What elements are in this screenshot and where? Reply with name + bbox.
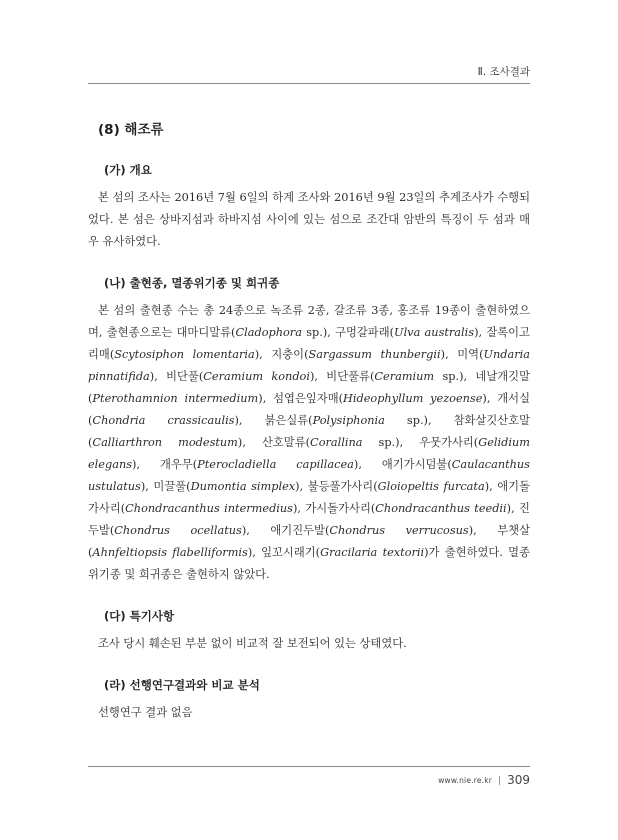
paragraph-text: ), 잘록이고리매(	[88, 326, 530, 361]
species-paragraph	[88, 300, 530, 586]
paragraph-text: ), 섬엽은잎자매(	[258, 392, 344, 405]
scientific-name: Gelidium elegans	[88, 436, 530, 471]
page-body	[88, 118, 530, 746]
scientific-name: Calliarthron modestum	[92, 436, 238, 449]
scientific-name: Gracilaria textorii	[320, 546, 425, 559]
footer-divider	[88, 766, 530, 767]
subsection-title-comparison: (라) 선행연구결과와 비교 분석	[104, 678, 260, 692]
scientific-name: Ahnfeltiopsis flabelliformis	[92, 546, 248, 559]
scientific-name: Dumontia simplex	[190, 480, 296, 493]
footer-url: www.nie.re.kr	[438, 775, 493, 785]
paragraph-text: 본 섬의 출현종 수는 총 24종으로 녹조류 2종, 갈조류 3종, 홍조류 19종이 출현하였으며, 출현종으로는 대마디말류(	[88, 304, 530, 339]
paragraph-text: )가 출현하였다. 멸종위기종 및 희귀종은 출현하지 않았다.	[88, 546, 531, 581]
scientific-name: Chondria crassicaulis	[92, 414, 235, 427]
paragraph-text: ), 잎꼬시래기(	[247, 546, 321, 559]
paragraph-text: sp.), 우뭇가사리(	[362, 436, 479, 449]
scientific-name: Pterocladiella capillacea	[197, 458, 354, 471]
scientific-name: Undaria pinnatifida	[88, 348, 530, 383]
running-header: Ⅱ. 조사결과	[477, 66, 530, 78]
scientific-name: Chondracanthus teedii	[375, 502, 507, 515]
paragraph-text: ), 비단풀류(	[309, 370, 375, 383]
paragraph-text: ), 미끌풀(	[140, 480, 191, 493]
scientific-name: Polysiphonia	[312, 414, 385, 427]
scientific-name: Ulva australis	[394, 326, 475, 339]
scientific-name: Chondracanthus intermedius	[125, 502, 293, 515]
paragraph-text: sp.), 참화살깃산호말(	[88, 414, 530, 449]
scientific-name: Chondrus ocellatus	[114, 524, 242, 537]
scientific-name: Chondrus verrucosus	[329, 524, 469, 537]
paragraph-text: ), 진두발(	[88, 502, 530, 537]
section-title: (8) 해조류	[98, 122, 164, 138]
paragraph-text: ), 붉은실류(	[234, 414, 313, 427]
paragraph-text: ), 부챗살(	[88, 524, 530, 559]
scientific-name: Cladophora	[235, 326, 302, 339]
scientific-name: Gloiopeltis furcata	[377, 480, 485, 493]
scientific-name: Pterothamnion intermedium	[92, 392, 259, 405]
paragraph-text: sp.), 네날개깃말(	[88, 370, 530, 405]
page-number: 309	[507, 773, 530, 787]
subsection-title-remarks: (다) 특기사항	[104, 609, 175, 623]
scientific-name: Ceramium kondoi	[203, 370, 310, 383]
subsection-title-species: (나) 출현종, 멸종위기종 및 희귀종	[104, 276, 280, 290]
scientific-name: Ceramium	[374, 370, 435, 383]
comparison-paragraph: 선행연구 결과 없음	[98, 706, 193, 719]
paragraph-text: ), 애기돌가사리(	[88, 480, 530, 515]
paragraph-text: ), 비단풀(	[149, 370, 204, 383]
scientific-name: Hideophyllum yezoense	[343, 392, 483, 405]
scientific-name: Sargassum thunbergii	[308, 348, 441, 361]
page-footer	[438, 773, 530, 787]
paragraph-text: ), 미역(	[440, 348, 484, 361]
scientific-name: Scytosiphon lomentaria	[114, 348, 255, 361]
footer-separator	[499, 776, 500, 785]
paragraph-text: ), 개우무(	[132, 458, 198, 471]
paragraph-text: ), 애기진두발(	[241, 524, 330, 537]
paragraph-text: ), 가시돌가사리(	[292, 502, 376, 515]
paragraph-text: sp.), 구멍갈파래(	[301, 326, 395, 339]
paragraph-text: ), 지충이(	[254, 348, 309, 361]
overview-paragraph: 본 섬의 조사는 2016년 7월 6일의 하계 조사와 2016년 9월 23일의 추계조사가 수행되었다. 본 섬은 상바지섬과 하바지섬 사이에 있는 섬으로 조간대 암반의 특징이 두 섬과 매우 유사하였다.	[88, 191, 530, 248]
paragraph-text: ), 개서실(	[88, 392, 531, 427]
remarks-paragraph: 조사 당시 훼손된 부분 없이 비교적 잘 보전되어 있는 상태였다.	[98, 637, 407, 650]
paragraph-text: ), 산호말류(	[237, 436, 311, 449]
subsection-title-overview: (가) 개요	[104, 163, 152, 177]
header-divider	[88, 83, 530, 84]
scientific-name: Caulacanthus ustulatus	[88, 458, 530, 493]
paragraph-text: ), 불등풀가사리(	[295, 480, 378, 493]
scientific-name: Corallina	[310, 436, 363, 449]
paragraph-text: ), 애기가시덤불(	[353, 458, 452, 471]
